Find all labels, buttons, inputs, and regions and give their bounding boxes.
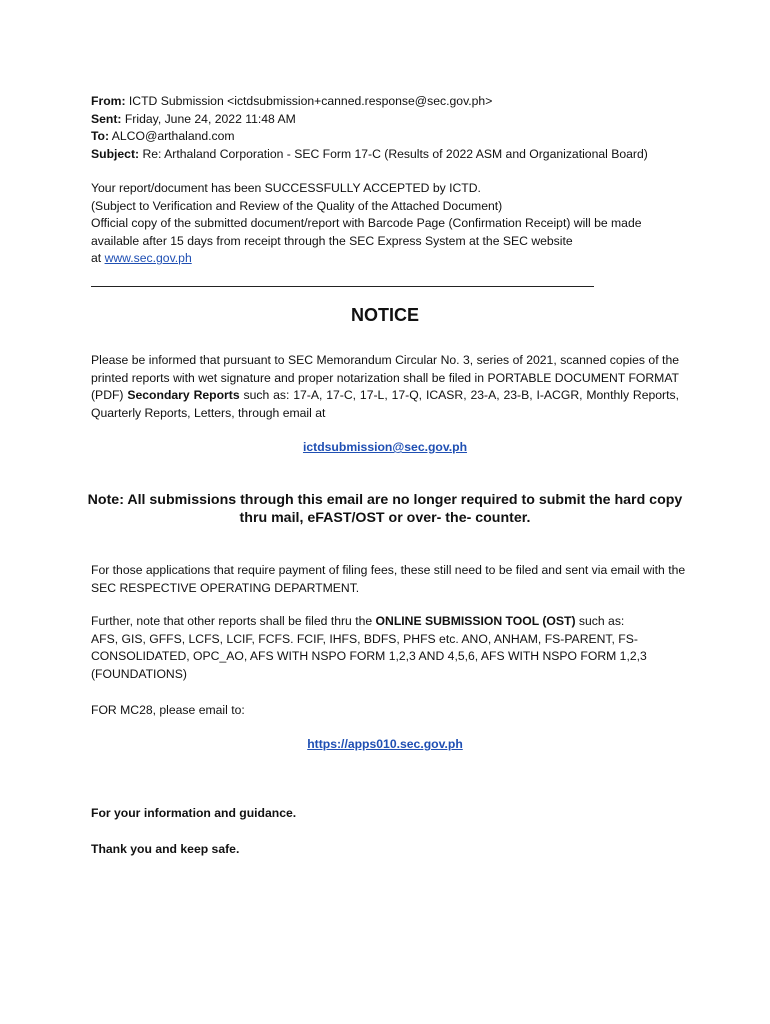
sent-line: Sent: Friday, June 24, 2022 11:48 AM: [91, 111, 296, 126]
submission-email: [0, 439, 770, 457]
notice-paragraph: Please be informed that pursuant to SEC Memorandum Circular No. 3, series of 2021, scanned copies of the printed reports with wet signature and proper notarization shall be filed in PORTABLE DOCUMENT FORMAT (PDF) Secondary Reports such as: 17-A, 17-C, 17-L, 17-Q, ICASR, 23-A, 23-B, I-ACGR, Monthly Reports, Quarterly Reports, Letters, through email at: [91, 353, 679, 420]
official-copy-text: Official copy of the submitted document/report with Barcode Page (Confirmation Receipt) will be made available after 15 days from receipt through the SEC Express System at the SEC website: [91, 216, 642, 248]
acceptance-line: Your report/document has been SUCCESSFULLY ACCEPTED by ICTD.: [91, 181, 481, 195]
sec-website-link[interactable]: www.sec.gov.ph: [104, 251, 192, 266]
acceptance-message: [91, 180, 691, 268]
apps-link-container: [0, 736, 770, 754]
verification-line: (Subject to Verification and Review of the Quality of the Attached Document): [91, 198, 503, 213]
email-header: [91, 93, 691, 163]
ictd-email-link[interactable]: ictdsubmission@sec.gov.ph: [302, 440, 468, 454]
mc28-line: FOR MC28, please email to:: [91, 703, 245, 717]
subject-line: Subject: Re: Arthaland Corporation - SEC Form 17-C (Results of 2022 ASM and Organizational Board): [91, 146, 648, 161]
to-line: To: ALCO@arthaland.com: [91, 129, 235, 144]
ost-report-list: AFS, GIS, GFFS, LCFS, LCIF, FCFS. FCIF, IHFS, BDFS, PHFS etc. ANO, ANHAM, FS-PARENT, FS-CONSOLIDATED, OPC_AO, AFS WITH NSPO FORM 1,2,3 AND 4,5,6, AFS WITH NSPO FORM 1,2,3 (FOUNDATIONS): [91, 631, 647, 681]
website-line: at www.sec.gov.ph: [91, 251, 192, 266]
from-line: From: ICTD Submission <ictdsubmission+canned.response@sec.gov.ph>: [91, 94, 493, 108]
divider: [91, 286, 594, 287]
thanks-line: Thank you and keep safe.: [91, 842, 240, 856]
note-text: Note: All submissions through this email are no longer required to submit the hard copy thru mail, eFAST/OST or over- the- counter.: [87, 492, 683, 526]
fees-paragraph: For those applications that require payment of filing fees, these still need to be filed and sent via email with the SEC RESPECTIVE OPERATING DEPARTMENT.: [91, 563, 686, 595]
ost-paragraph: Further, note that other reports shall be filed thru the ONLINE SUBMISSION TOOL (OST) such as: AFS, GIS, GFFS, LCFS, LCIF, FCFS. FCIF, IHFS, BDFS, PHFS etc. ANO, ANHAM, FS-PARENT, FS-CONSOLIDATED, OPC_AO, AFS WITH NSPO FORM 1,2,3 AND 4,5,6, AFS WITH NSPO FORM 1,2,3 (FOUNDATIONS): [91, 613, 691, 683]
apps010-link[interactable]: https://apps010.sec.gov.ph: [307, 737, 463, 751]
guidance-line: For your information and guidance.: [91, 806, 297, 820]
notice-title: NOTICE: [350, 305, 419, 325]
